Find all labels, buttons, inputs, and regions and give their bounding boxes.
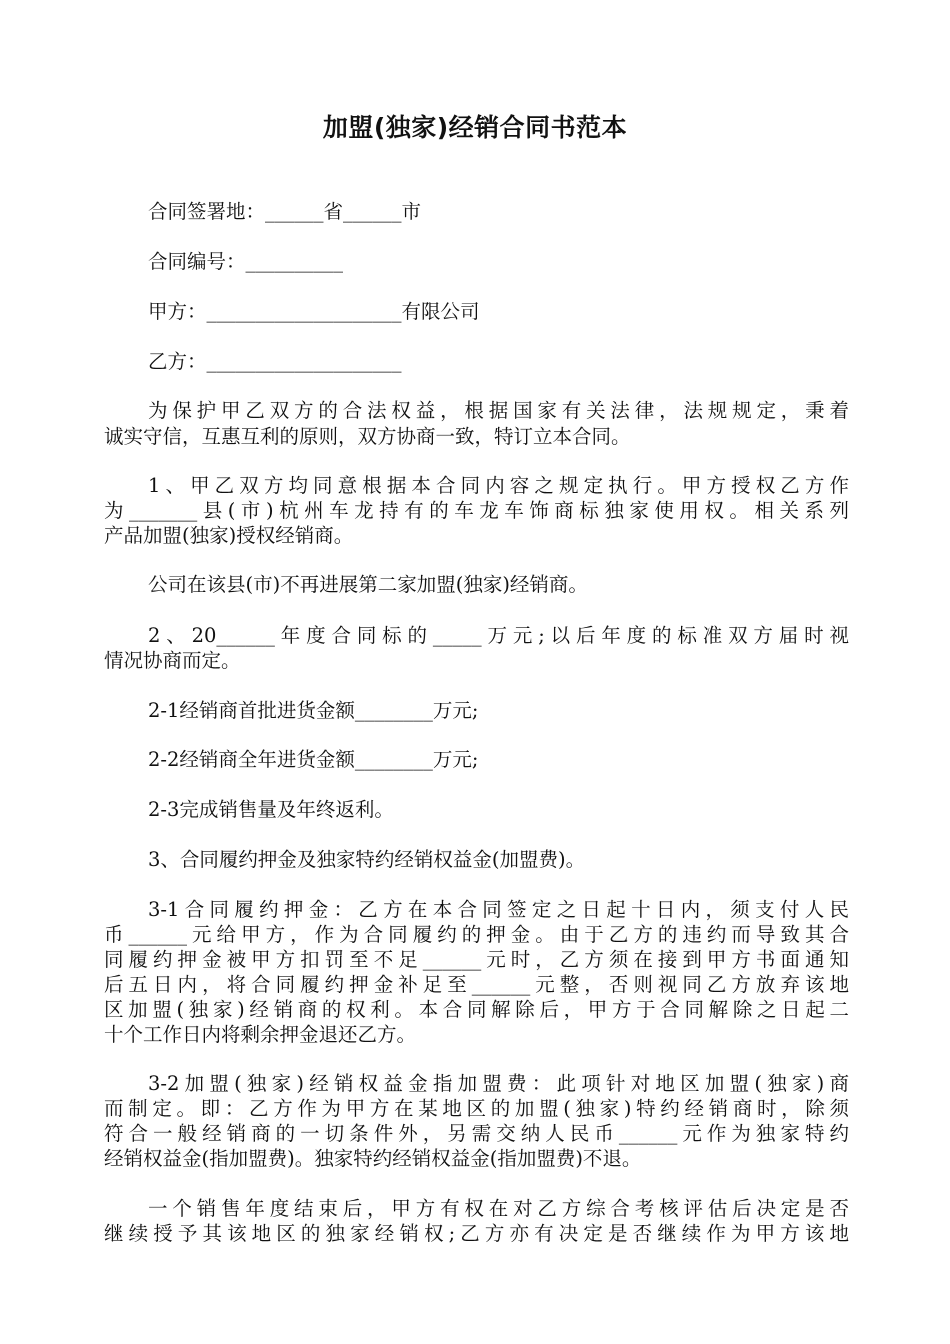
paragraph-line: 2-3完成销售量及年终返利。 (148, 798, 394, 821)
paragraph-line: 符合一般经销商的一切条件外，另需交纳人民币______元作为独家特约 (104, 1122, 849, 1145)
paragraph-line: 3-1合同履约押金：乙方在本合同签定之日起十日内，须支付人民 (148, 898, 849, 921)
paragraph-line: 一个销售年度结束后，甲方有权在对乙方综合考核评估后决定是否 (148, 1197, 849, 1220)
paragraph-line: 而制定。即：乙方作为甲方在某地区的加盟(独家)特约经销商时，除须 (104, 1097, 849, 1120)
paragraph-line: 经销权益金(指加盟费)。独家特约经销权益金(指加盟费)不退。 (104, 1147, 642, 1170)
paragraph-line: 为_______县(市)杭州车龙持有的车龙车饰商标独家使用权。相关系列 (104, 499, 849, 522)
paragraph-line: 继续授予其该地区的独家经销权;乙方亦有决定是否继续作为甲方该地 (104, 1222, 849, 1245)
party-b-line: 乙方：____________________ (148, 350, 402, 373)
paragraph-line: 币______元给甲方，作为合同履约的押金。由于乙方的违约而导致其合 (104, 923, 849, 946)
paragraph-line: 十个工作日内将剩余押金退还乙方。 (104, 1023, 417, 1046)
document-title: 加盟(独家)经销合同书范本 (322, 113, 628, 142)
signing-place-line: 合同签署地：______省______市 (148, 200, 422, 223)
paragraph-line: 1、甲乙双方均同意根据本合同内容之规定执行。甲方授权乙方作 (148, 474, 849, 497)
paragraph-line: 产品加盟(独家)授权经销商。 (104, 524, 354, 547)
paragraph-line: 3-2加盟(独家)经销权益金指加盟费：此项针对地区加盟(独家)商 (148, 1072, 849, 1095)
paragraph-line: 同履约押金被甲方扣罚至不足______元时，乙方须在接到甲方书面通知 (104, 948, 849, 971)
paragraph-line: 2-1经销商首批进货金额________万元; (148, 699, 479, 722)
paragraph-line: 公司在该县(市)不再进展第二家加盟(独家)经销商。 (148, 573, 588, 596)
party-a-line: 甲方：____________________有限公司 (148, 300, 480, 323)
paragraph-line: 区加盟(独家)经销商的权利。本合同解除后，甲方于合同解除之日起二 (104, 998, 849, 1021)
paragraph-line: 情况协商而定。 (104, 649, 241, 672)
paragraph-line: 3、合同履约押金及独家特约经销权益金(加盟费)。 (148, 848, 586, 871)
paragraph-line: 诚实守信，互惠互利的原则，双方协商一致，特订立本合同。 (104, 425, 631, 448)
paragraph-line: 2、20______年度合同标的_____万元;以后年度的标准双方届时视 (148, 624, 849, 647)
paragraph-line: 2-2经销商全年进货金额________万元; (148, 748, 479, 771)
paragraph-line: 后五日内，将合同履约押金补足至______元整，否则视同乙方放弃该地 (104, 973, 849, 996)
paragraph-line: 为保护甲乙双方的合法权益，根据国家有关法律，法规规定，秉着 (148, 399, 849, 422)
contract-number-line: 合同编号：__________ (148, 250, 344, 273)
